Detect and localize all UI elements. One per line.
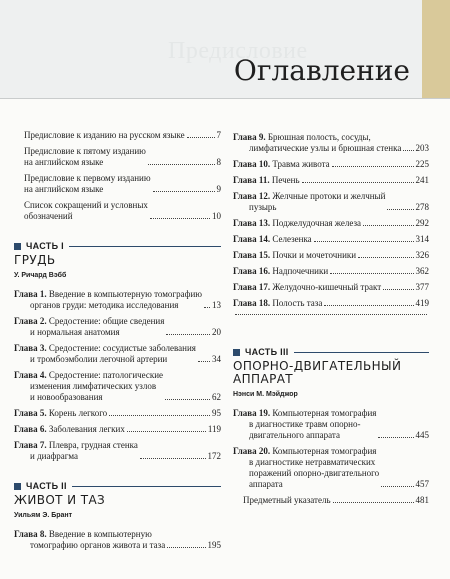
header-rule: [0, 98, 450, 99]
page-number: 362: [415, 266, 429, 276]
chapter-entry[interactable]: [233, 446, 429, 490]
page-number: 225: [415, 159, 429, 169]
leader-dots: [383, 289, 413, 290]
toc-entry[interactable]: [14, 130, 221, 141]
chapter-entry[interactable]: [14, 529, 221, 551]
entry-title: Глава 7. Плевра, грудная стенка и диафрагма: [14, 440, 138, 461]
leader-dots: [204, 307, 210, 308]
entry-title: Глава 5. Корень легкого: [14, 408, 108, 418]
chapter-entry[interactable]: [233, 250, 429, 261]
toc-entry[interactable]: [14, 173, 221, 195]
leader-dots: [140, 458, 206, 459]
page-number: 481: [415, 495, 429, 505]
page-number: 172: [207, 451, 221, 461]
part-square-icon: [233, 349, 240, 356]
page-number: 195: [207, 540, 221, 550]
part-square-icon: [14, 483, 21, 490]
page-number: 7: [216, 130, 221, 140]
toc-entry[interactable]: [14, 146, 221, 168]
chapter-entry[interactable]: [233, 218, 429, 229]
entry-title: Глава 20. Компьютерная томография в диагностике нетравматических поражений опорно-двигательного аппарата: [233, 446, 380, 489]
part-square-icon: [14, 243, 21, 250]
preface-list: [14, 130, 221, 222]
entry-title: Глава 18. Полость таза: [233, 298, 323, 308]
leader-dots: [165, 399, 210, 400]
part-author: Уильям Э. Брант: [14, 512, 73, 519]
page-number: 292: [415, 218, 429, 228]
chapter-entry[interactable]: [233, 159, 429, 170]
right-column: [233, 132, 429, 511]
entry-title: Глава 6. Заболевания легких: [14, 424, 125, 434]
page-number: 457: [415, 479, 429, 489]
leader-dots: [314, 241, 414, 242]
entry-title: Предметный указатель: [243, 495, 331, 505]
page-number: 377: [415, 282, 429, 292]
entry-title: Глава 15. Почки и мочеточники: [233, 250, 357, 260]
chapter-entry[interactable]: [14, 424, 221, 435]
entry-title: Глава 11. Печень: [233, 175, 300, 185]
left-column: [14, 130, 221, 556]
part-author: Нэнси М. Мэйджор: [233, 391, 298, 398]
part-rule: [72, 486, 221, 487]
entry-title: Глава 1. Введение в компьютерную томографию органов груди: методика исследования: [14, 289, 202, 310]
leader-dots: [187, 137, 215, 138]
part-1: [14, 241, 221, 462]
part-header: [233, 347, 429, 358]
leader-dots: [333, 502, 414, 503]
leader-dots: [381, 486, 413, 487]
ghost-heading: Предисловие: [168, 38, 308, 64]
leader-dots: [235, 314, 427, 315]
leader-dots: [127, 431, 206, 432]
page-number: 13: [212, 300, 221, 310]
entry-title: Глава 9. Брюшная полость, сосуды, лимфатические узлы и брюшная стенка: [233, 132, 402, 153]
part-header: [14, 481, 221, 492]
entry-title: Предисловие к изданию на русском языке: [24, 130, 185, 140]
page-number: 419: [415, 298, 429, 308]
entry-title: Глава 17. Желудочно-кишечный тракт: [233, 282, 382, 292]
chapter-entry[interactable]: [233, 175, 429, 186]
chapter-entry[interactable]: [233, 314, 429, 318]
leader-dots: [166, 334, 210, 335]
leader-dots: [324, 305, 413, 306]
leader-dots: [150, 218, 210, 219]
chapter-entry[interactable]: [233, 408, 429, 441]
part-label: ЧАСТЬ III: [245, 347, 289, 357]
leader-dots: [363, 225, 413, 226]
part-header: [14, 241, 221, 252]
entry-title: Глава 12. Желчные протоки и желчный пузырь: [233, 191, 386, 212]
leader-dots: [302, 182, 414, 183]
page-number: 8: [216, 157, 221, 167]
entry-title: Список сокращений и условных обозначений: [24, 200, 148, 221]
part-title: ЖИВОТ И ТАЗ: [14, 493, 106, 507]
page-number: 9: [216, 184, 221, 194]
part-label: ЧАСТЬ II: [26, 481, 67, 491]
page-number: 119: [207, 424, 221, 434]
page-title: Оглавление: [233, 54, 410, 87]
page-number: 20: [212, 327, 221, 337]
leader-dots: [148, 164, 215, 165]
chapter-entry[interactable]: [233, 298, 429, 309]
chapter-entry[interactable]: [14, 289, 221, 311]
part-rule: [294, 352, 429, 353]
entry-title: Глава 19. Компьютерная томография в диагностике травм опорно- двигательного аппарата: [233, 408, 377, 440]
entry-title: Глава 2. Средостение: общие сведения и нормальная анатомия: [14, 316, 165, 337]
part-title: ГРУДЬ: [14, 253, 56, 267]
leader-dots: [153, 191, 215, 192]
chapter-entry[interactable]: [14, 370, 221, 403]
chapter-entry[interactable]: [14, 408, 221, 419]
leader-dots: [358, 257, 413, 258]
leader-dots: [332, 166, 414, 167]
entry-title: Глава 16. Надпочечники: [233, 266, 329, 276]
chapter-entry[interactable]: [233, 234, 429, 245]
toc-entry[interactable]: [14, 200, 221, 222]
page-number: 203: [415, 143, 429, 153]
entry-title: Глава 14. Селезенка: [233, 234, 312, 244]
part-title: ОПОРНО-ДВИГАТЕЛЬНЫЙ АППАРАТ: [233, 359, 402, 386]
page-number: 34: [212, 354, 221, 364]
entry-title: Глава 4. Средостение: патологические изменения лимфатических узлов и новообразования: [14, 370, 164, 402]
entry-title: Предисловие к первому изданию на английском языке: [24, 173, 151, 194]
entry-title: Глава 8. Введение в компьютерную томографию органов живота и таза: [14, 529, 166, 550]
page-number: 62: [212, 392, 221, 402]
chapter-entry[interactable]: [233, 132, 429, 154]
chapter-entry[interactable]: [233, 282, 429, 293]
part-rule: [69, 246, 221, 247]
chapter-entry[interactable]: [233, 266, 429, 277]
leader-dots: [109, 415, 210, 416]
index-entry[interactable]: [233, 495, 429, 506]
page-number: 278: [415, 202, 429, 212]
entry-title: Глава 13. Поджелудочная железа: [233, 218, 362, 228]
accent-block: [422, 0, 450, 98]
chapter-entry[interactable]: [14, 440, 221, 462]
page-number: 314: [415, 234, 429, 244]
leader-dots: [387, 209, 413, 210]
page-number: 326: [415, 250, 429, 260]
page-number: 445: [415, 430, 429, 440]
leader-dots: [330, 273, 413, 274]
leader-dots: [403, 150, 413, 151]
leader-dots: [167, 547, 205, 548]
part-2: [14, 481, 221, 551]
chapter-entry[interactable]: [14, 316, 221, 338]
entry-title: Глава 3. Средостение: сосудистые заболевания и тромбоэмболии легочной артерии: [14, 343, 196, 364]
part-3: [233, 347, 429, 506]
leader-dots: [378, 437, 413, 438]
chapter-entry[interactable]: [14, 343, 221, 365]
part-label: ЧАСТЬ I: [26, 241, 64, 251]
page-number: 10: [212, 211, 221, 221]
page-number: 241: [415, 175, 429, 185]
leader-dots: [198, 361, 210, 362]
entry-title: Глава 10. Травма живота: [233, 159, 330, 169]
part-author: У. Ричард Вэбб: [14, 272, 67, 279]
entry-title: Предисловие к пятому изданию на английском языке: [24, 146, 146, 167]
page-number: 95: [212, 408, 221, 418]
chapter-entry[interactable]: [233, 191, 429, 213]
